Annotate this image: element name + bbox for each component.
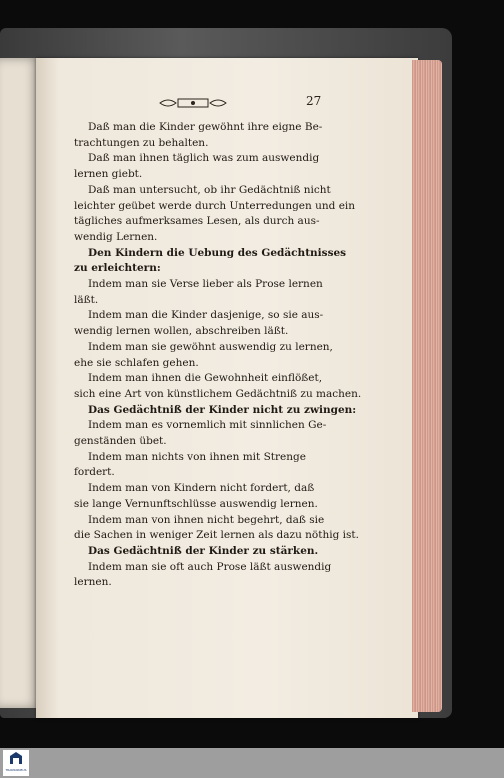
text-line: läßt. [74, 293, 99, 306]
text-line: fordert. [74, 466, 115, 479]
text-line: wendig lernen wollen, abschreiben läßt. [74, 325, 289, 338]
text-line: Indem man von ihnen nicht begehrt, daß sie [88, 513, 325, 526]
text-line: Indem man die Kinder dasjenige, so sie aus- [88, 309, 324, 322]
text-line: tägliches aufmerksames Lesen, als durch aus- [74, 215, 320, 228]
text-line: Indem man sie Verse lieber als Prose lernen [88, 278, 323, 291]
text-line: lernen. [74, 576, 112, 589]
page-text [74, 120, 362, 591]
text-line: Indem man von Kindern nicht fordert, daß [88, 482, 315, 495]
footer-bar [0, 748, 504, 778]
text-line: Daß man die Kinder gewöhnt ihre eigne Be- [88, 121, 323, 133]
section-heading-line: zu erleichtern: [74, 262, 161, 275]
text-line: trachtungen zu behalten. [74, 136, 209, 149]
text-line: ehe sie schlafen gehen. [74, 356, 199, 369]
text-line: die Sachen in weniger Zeit lernen als dazu nöthig ist. [74, 529, 359, 542]
text-line: Daß man ihnen täglich was zum auswendig [88, 152, 320, 165]
text-line: wendig Lernen. [74, 230, 158, 243]
page-edges [412, 60, 442, 712]
section-heading-line: Das Gedächtniß der Kinder zu stärken. [88, 544, 319, 557]
page-number: 27 [306, 94, 322, 108]
text-line: Indem man ihnen die Gewohnheit einflößet, [88, 372, 323, 385]
section-heading-line: Den Kindern die Uebung des Gedächtnisses [88, 246, 347, 259]
text-line: sich eine Art von künstlichem Gedächtniß zu machen. [74, 387, 362, 400]
text-line: Indem man sie oft auch Prose läßt auswendig [88, 560, 332, 573]
page-header [140, 96, 340, 114]
text-line: leichter geübet werde durch Unterredungen und ein [74, 199, 356, 212]
section-heading-line: Das Gedächtniß der Kinder nicht zu zwingen: [88, 403, 357, 416]
library-logo-icon [3, 750, 29, 768]
text-line: lernen giebt. [74, 168, 143, 181]
text-line: sie lange Vernunftschlüsse auswendig lernen. [74, 497, 318, 510]
left-page [0, 58, 40, 708]
ornament-icon [158, 96, 228, 110]
text-line: genständen übet. [74, 435, 167, 448]
text-line: Daß man untersucht, ob ihr Gedächtniß nicht [88, 183, 331, 196]
text-line: Indem man nichts von ihnen mit Strenge [88, 450, 306, 463]
footer-logo[interactable] [3, 750, 29, 776]
text-line: Indem man sie gewöhnt auswendig zu lernen, [88, 340, 333, 353]
logo-label: TRANSKRIBUS [5, 768, 27, 772]
text-line: Indem man es vornemlich mit sinnlichen Ge- [88, 419, 327, 432]
